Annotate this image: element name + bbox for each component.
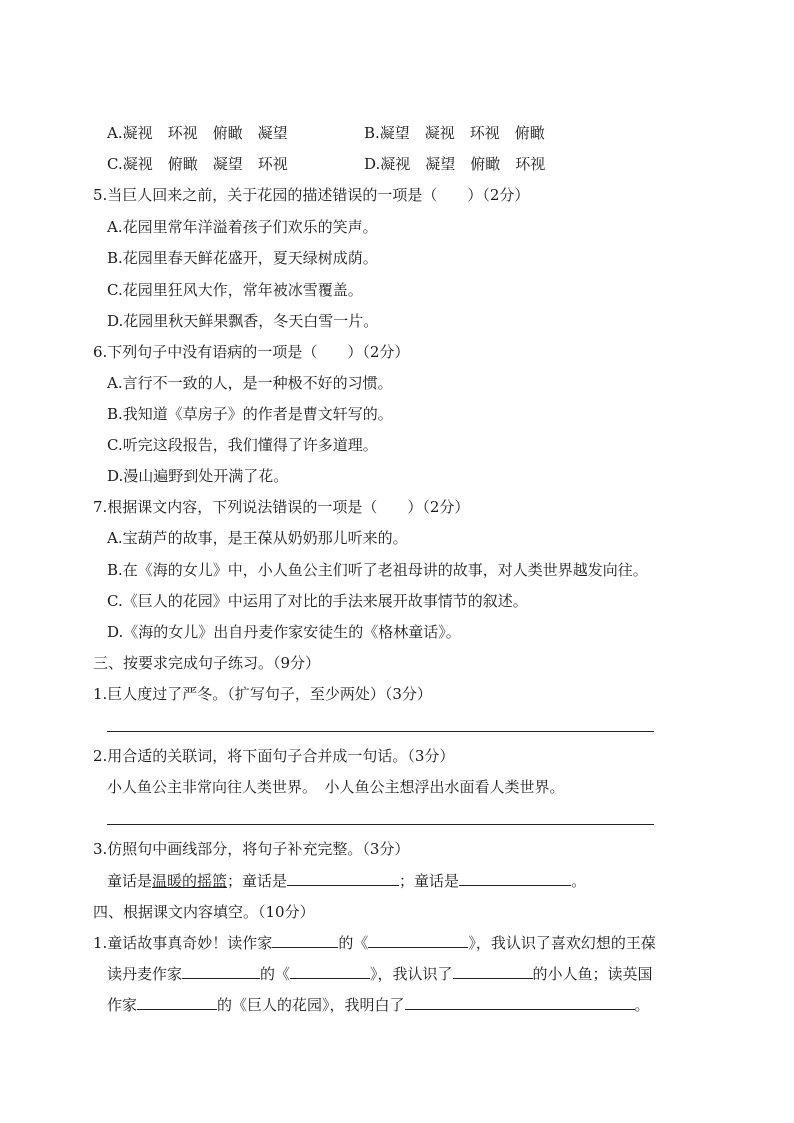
answer-line-2[interactable] [107,824,654,825]
section-3-title: 三、按要求完成句子练习。（9分） [93,654,321,672]
question-7-option-d: D.《海的女儿》出自丹麦作家安徒生的《格林童话》。 [107,623,461,641]
question-6-stem: 6.下列句子中没有语病的一项是（ ）（2分） [93,343,410,361]
section-3-question-3: 3.仿照句中画线部分，将句子补充完整。（3分） [93,840,410,858]
fill-blank[interactable] [290,964,370,979]
section-4-line-1: 1.童话故事真奇妙！读作家 的《 》，我认识了喜欢幻想的王葆 [93,934,656,952]
question-5-option-b: B.花园里春天鲜花盛开，夏天绿树成荫。 [107,249,378,267]
fill-blank[interactable] [459,871,571,886]
section-3-question-2: 2.用合适的关联词，将下面句子合并成一句话。（3分） [93,747,455,765]
section-3-question-2-sentences: 小人鱼公主非常向往人类世界。 小人鱼公主想浮出水面看人类世界。 [107,778,565,796]
section-3-question-3-fill: 童话是温暖的摇篮；童话是 ；童话是 。 [107,872,587,890]
answer-line-1[interactable] [107,731,654,732]
question-5-stem: 5.当巨人回来之前，关于花园的描述错误的一项是（ ）（2分） [93,186,530,204]
question-7-option-c: C.《巨人的花园》中运用了对比的手法来展开故事情节的叙述。 [107,592,528,610]
fill-blank[interactable] [287,871,399,886]
question-5-option-a: A.花园里常年洋溢着孩子们欢乐的笑声。 [107,218,378,236]
option-a-prev: A.凝视 环视 俯瞰 凝望 [107,124,288,142]
section-3-question-1: 1.巨人度过了严冬。（扩写句子，至少两处）（3分） [93,685,432,703]
question-5-option-c: C.花园里狂风大作，常年被冰雪覆盖。 [107,281,363,299]
question-6-option-c: C.听完这段报告，我们懂得了许多道理。 [107,436,378,454]
question-7-option-b: B.在《海的女儿》中，小人鱼公主们听了老祖母讲的故事，对人类世界越发向往。 [107,561,648,579]
fill-blank[interactable] [137,995,217,1010]
section-4-line-3: 作家 的《巨人的花园》，我明白了 。 [107,996,650,1014]
fill-blank[interactable] [368,933,468,948]
question-6-option-a: A.言行不一致的人，是一种极不好的习惯。 [107,374,393,392]
fill-blank[interactable] [272,933,338,948]
option-d-prev: D.凝视 凝望 俯瞰 环视 [364,155,546,173]
underlined-example: 温暖的摇篮 [152,872,228,890]
question-6-option-d: D.漫山遍野到处开满了花。 [107,467,289,485]
option-c-prev: C.凝视 俯瞰 凝望 环视 [107,155,288,173]
fill-blank[interactable] [182,964,260,979]
fill-blank[interactable] [405,995,635,1010]
fill-blank[interactable] [453,964,533,979]
option-b-prev: B.凝望 凝视 环视 俯瞰 [364,124,545,142]
section-4-title: 四、根据课文内容填空。（10分） [93,903,315,921]
question-7-option-a: A.宝葫芦的故事，是王葆从奶奶那儿听来的。 [107,529,408,547]
question-5-option-d: D.花园里秋天鲜果飘香，冬天白雪一片。 [107,312,379,330]
question-6-option-b: B.我知道《草房子》的作者是曹文轩写的。 [107,405,393,423]
section-4-line-2: 读丹麦作家 的《 》，我认识了 的小人鱼；读英国 [107,965,653,983]
question-7-stem: 7.根据课文内容，下列说法错误的一项是（ ）（2分） [93,498,470,516]
